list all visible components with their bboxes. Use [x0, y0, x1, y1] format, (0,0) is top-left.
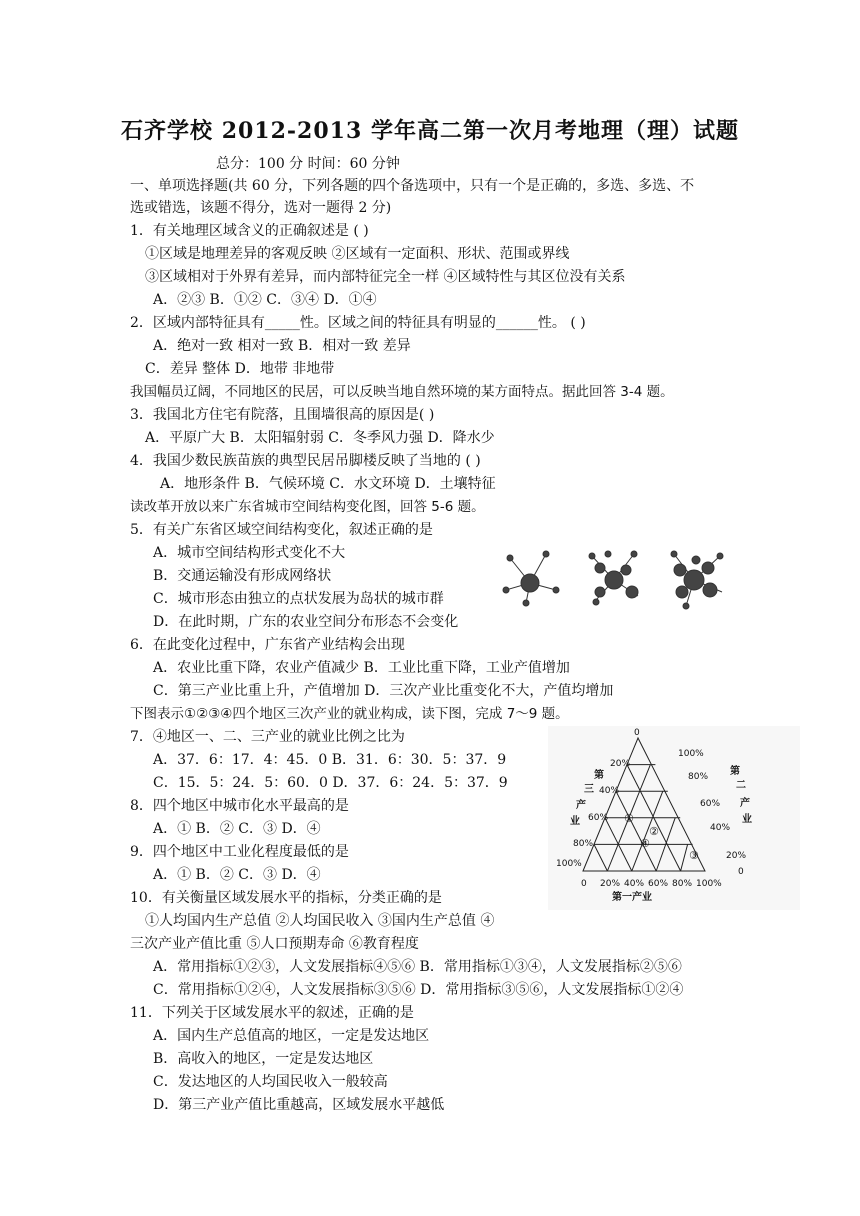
- note-q7-9: 下图表示①②③④四个地区三次产业的就业构成，读下图，完成 7～9 题。: [130, 706, 569, 722]
- q5-option-d: D．在此时期，广东的农业空间分布形态不会变化: [153, 614, 459, 630]
- q5-option-a: A．城市空间结构形式变化不大: [153, 545, 346, 561]
- section-instruction-cont: 选或错选，该题不得分，选对一题得 2 分): [130, 200, 392, 216]
- note-q3-4: 我国幅员辽阔，不同地区的民居，可以反映当地自然环境的某方面特点。据此回答 3-4 题。: [130, 384, 674, 400]
- q2-stem: 2．区域内部特征具有_____性。区域之间的特征具有明显的______性。 ( ): [130, 315, 586, 331]
- left-tick-20: 20%: [610, 759, 631, 769]
- q11-option-d: D．第三产业产值比重越高，区域发展水平越低: [153, 1097, 445, 1113]
- bottom-tick-40: 40%: [624, 879, 645, 889]
- left-tick-40: 40%: [599, 786, 620, 796]
- q10-options-cd: C．常用指标①②④，人文发展指标③⑤⑥ D．常用指标③⑤⑥，人文发展指标①②④: [153, 982, 684, 998]
- q1-stmt-a: ①区域是地理差异的客观反映 ②区域有一定面积、形状、范围或界线: [145, 246, 570, 262]
- q10-stem: 10．有关衡量区域发展水平的指标，分类正确的是: [130, 890, 442, 906]
- q4-stem: 4．我国少数民族苗族的典型民居吊脚楼反映了当地的 ( ): [130, 453, 481, 469]
- q3-stem: 3．我国北方住宅有院落，且围墙很高的原因是( ): [130, 407, 435, 423]
- right-tick-20: 20%: [726, 851, 747, 861]
- section-instruction: 一、单项选择题(共 60 分，下列各题的四个备选项中，只有一个是正确的，多选、多选、不: [130, 178, 695, 194]
- q5-option-b: B．交通运输没有形成网络状: [153, 568, 332, 584]
- axis-secondary-char-1: 第: [730, 766, 740, 777]
- q9-options: A．① B．② C．③ D．④: [153, 867, 321, 883]
- industry-ternary-diagram: [548, 726, 800, 910]
- q8-options: A．① B．② C．③ D．④: [153, 821, 321, 837]
- q6-stem: 6．在此变化过程中，广东省产业结构会出现: [130, 637, 405, 653]
- right-tick-60: 60%: [700, 799, 721, 809]
- axis-tertiary-char-4: 业: [570, 816, 580, 827]
- q1-stmt-b: ③区域相对于外界有差异，而内部特征完全一样 ④区域特性与其区位没有关系: [145, 269, 626, 285]
- bottom-tick-0: 0: [581, 879, 587, 889]
- q2-options-ab: A．绝对一致 相对一致 B．相对一致 差异: [153, 338, 411, 354]
- axis-secondary-char-3: 产: [740, 798, 750, 809]
- q11-stem: 11．下列关于区域发展水平的叙述，正确的是: [130, 1005, 414, 1021]
- q5-stem: 5．有关广东省区域空间结构变化，叙述正确的是: [130, 522, 433, 538]
- q10-options-ab: A．常用指标①②③，人文发展指标④⑤⑥ B．常用指标①③④，人文发展指标②⑤⑥: [153, 959, 682, 975]
- bottom-tick-80: 80%: [672, 879, 693, 889]
- left-tick-0: 0: [634, 728, 640, 738]
- bottom-tick-100: 100%: [696, 879, 722, 889]
- right-tick-0: 0: [738, 867, 744, 877]
- exam-title: 石齐学校 2012-2013 学年高二第一次月考地理（理）试题: [121, 118, 739, 144]
- stage-1-node-diagram: [503, 551, 559, 606]
- axis-secondary-char-2: 二: [736, 780, 746, 791]
- q6-options-ab: A．农业比重下降，农业产值减少 B．工业比重下降，工业产值增加: [153, 660, 570, 676]
- region-point-3: ③: [689, 849, 699, 862]
- q11-option-a: A．国内生产总值高的地区，一定是发达地区: [153, 1028, 430, 1044]
- q11-option-b: B．高收入的地区，一定是发达地区: [153, 1051, 374, 1067]
- left-tick-100: 100%: [556, 859, 582, 869]
- right-tick-100: 100%: [678, 749, 704, 759]
- q7-stem: 7．④地区一、二、三产业的就业比例之比为: [130, 729, 405, 745]
- q7-options-ab: A．37．6：17．4：45．0 B．31．6：30．5：37．9: [153, 752, 507, 768]
- right-tick-80: 80%: [688, 772, 709, 782]
- stage-2-node-diagram: [589, 551, 638, 605]
- axis-tertiary-char-3: 产: [576, 800, 586, 811]
- axis-tertiary-char-1: 第: [594, 770, 604, 781]
- q2-options-cd: C．差异 整体 D．地带 非地带: [145, 361, 335, 377]
- right-tick-40: 40%: [710, 823, 731, 833]
- city-structure-figure: [496, 540, 746, 612]
- q11-option-c: C．发达地区的人均国民收入一般较高: [153, 1074, 388, 1090]
- bottom-tick-60: 60%: [648, 879, 669, 889]
- q5-option-c: C．城市形态由独立的点状发展为岛状的城市群: [153, 591, 444, 607]
- q3-options: A．平原广大 B．太阳辐射弱 C．冬季风力强 D．降水少: [145, 430, 495, 446]
- left-tick-60: 60%: [588, 813, 609, 823]
- q10-items-2: 三次产业产值比重 ⑤人口预期寿命 ⑥教育程度: [130, 936, 419, 952]
- q8-stem: 8．四个地区中城市化水平最高的是: [130, 798, 349, 814]
- axis-primary-industry: 第一产业: [612, 892, 652, 903]
- region-point-2: ②: [649, 825, 659, 838]
- q10-items-1: ①人均国内生产总值 ②人均国民收入 ③国内生产总值 ④: [145, 913, 495, 929]
- bottom-tick-20: 20%: [600, 879, 621, 889]
- q7-options-cd: C．15．5：24．5：60．0 D．37．6：24．5：37．9: [153, 775, 508, 791]
- region-point-1: ①: [624, 812, 634, 825]
- left-tick-80: 80%: [573, 839, 594, 849]
- exam-subtitle: 总分：100 分 时间：60 分钟: [216, 156, 400, 172]
- q6-options-cd: C．第三产业比重上升，产值增加 D．三次产业比重变化不大，产值均增加: [153, 683, 614, 699]
- stage-3-node-diagram: [671, 551, 723, 609]
- q1-stem: 1．有关地理区域含义的正确叙述是 ( ): [130, 223, 369, 239]
- note-q5-6: 读改革开放以来广东省城市空间结构变化图，回答 5-6 题。: [130, 499, 485, 515]
- axis-secondary-char-4: 业: [742, 814, 752, 825]
- axis-tertiary-char-2: 三: [584, 784, 594, 795]
- q4-options: A．地形条件 B．气候环境 C．水文环境 D．土壤特征: [160, 476, 496, 492]
- region-point-4: ④: [640, 837, 650, 850]
- q1-options: A．②③ B．①② C．③④ D．①④: [153, 292, 377, 308]
- q9-stem: 9．四个地区中工业化程度最低的是: [130, 844, 349, 860]
